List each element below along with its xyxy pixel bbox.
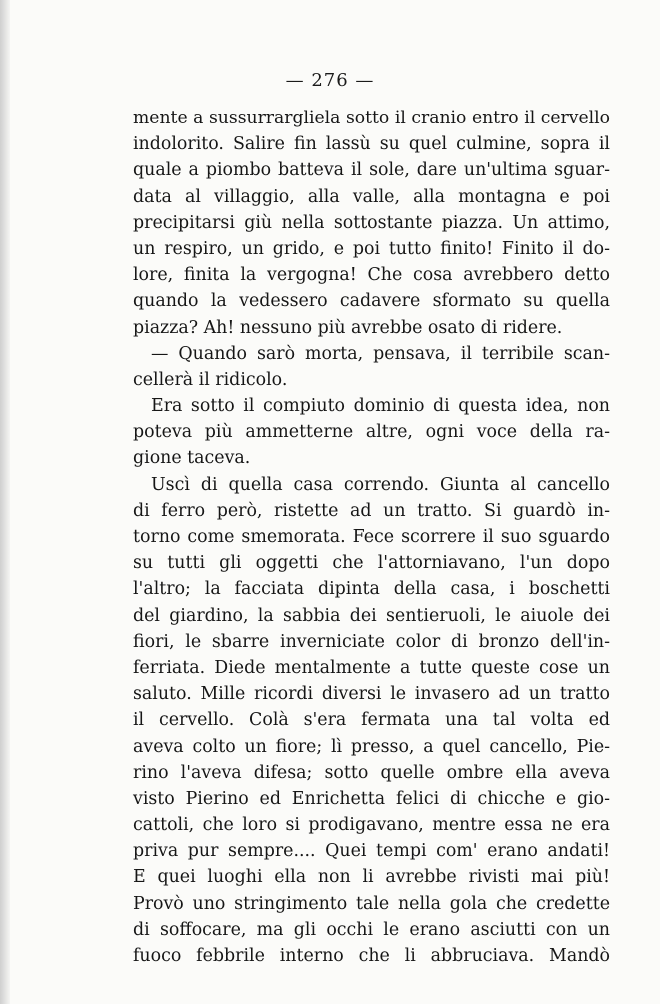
text-line: quale a piombo batteva il sole, dare un'ultima sguar- [133,160,610,181]
text-line: indolorito. Salire fin lassù su quel culmine, sopra il [133,134,610,155]
text-line: visto Pierino ed Enrichetta felici di chicche e gio- [133,788,610,809]
text-line: rino l'aveva difesa; sotto quelle ombre ella aveva [133,762,610,783]
text-line: di soffocare, ma gli occhi le erano asciutti con un [133,919,610,940]
text-line: fuoco febbrile interno che li abbruciava. Mandò [133,946,610,966]
body-text [133,105,610,969]
text-line: torno come smemorata. Fece scorrere il suo sguardo [133,527,610,547]
page-gutter-shadow [0,0,10,1004]
text-line: fiori, le sbarre inverniciate color di bronzo dell'in- [133,631,610,652]
text-line: saluto. Mille ricordi diversi le invasero ad un tratto [133,684,610,705]
text-line: — Quando sarò morta, pensava, il terribile scan- [151,343,610,364]
text-line: del giardino, la sabbia dei sentieruoli, le aiuole dei [133,605,610,626]
text-line: il cervello. Colà s'era fermata una tal volta ed [133,710,610,731]
text-line: un respiro, un grido, e poi tutto finito! Finito il do- [133,238,610,259]
text-line: piazza? Ah! nessuno più avrebbe osato di ridere. [133,317,563,338]
text-line: poteva più ammetterne altre, ogni voce della ra- [133,422,610,443]
text-line: Uscì di quella casa correndo. Giunta al cancello [151,474,610,495]
text-line: Era sotto il compiuto dominio di questa idea, non [151,396,610,417]
text-line: quando la vedessero cadavere sformato su quella [133,291,610,312]
text-line: ferriata. Diede mentalmente a tutte queste cose un [133,657,610,678]
text-line: E quei luoghi ella non li avrebbe rivisti mai più! [133,867,610,888]
text-line: precipitarsi giù nella sottostante piazza. Un attimo, [133,212,610,233]
text-line: cattoli, che loro si prodigavano, mentre essa ne era [133,815,610,836]
text-line: su tutti gli oggetti che l'attorniavano, l'un dopo [133,553,610,574]
page-number: — 276 — [285,70,375,91]
text-line: Provò uno stringimento tale nella gola che credette [133,893,610,914]
text-line: mente a sussurrargliela sotto il cranio entro il cervello [133,108,610,128]
text-line: priva pur sempre.... Quei tempi com' erano andati! [133,841,610,862]
text-line: gione taceva. [133,448,251,469]
text-line: l'altro; la facciata dipinta della casa, i boschetti [133,579,610,600]
text-line: data al villaggio, alla valle, alla montagna e poi [133,186,610,207]
text-line: aveva colto un fiore; lì presso, a quel cancello, Pie- [133,736,610,757]
text-line: lore, finita la vergogna! Che cosa avrebbero detto [133,265,610,286]
text-line: cellerà il ridicolo. [133,369,288,390]
text-line: di ferro però, ristette ad un tratto. Si guardò in- [133,500,610,521]
